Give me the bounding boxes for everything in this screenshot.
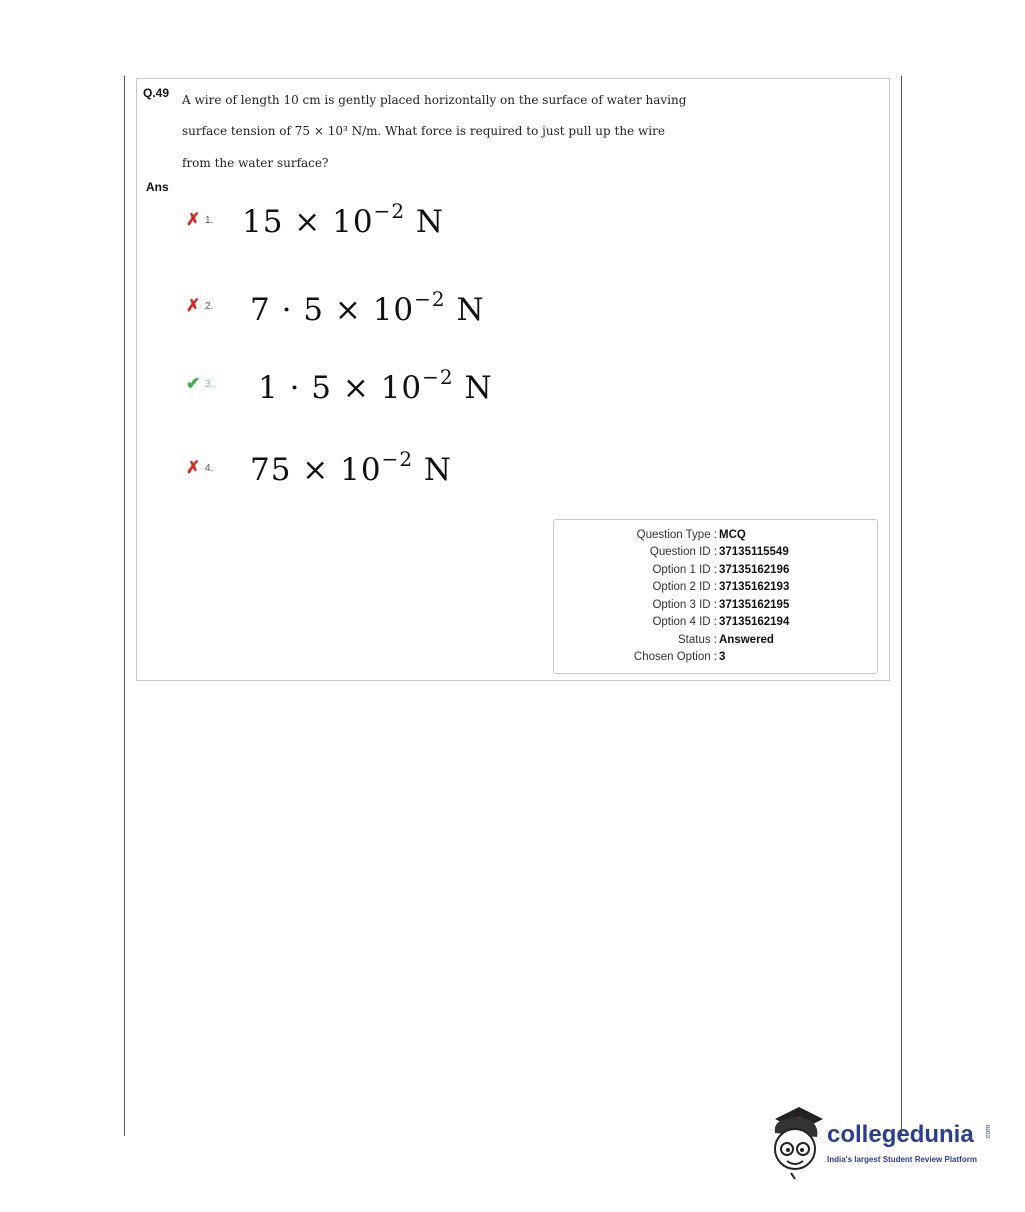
option-number: 3. bbox=[205, 378, 214, 390]
option-2-expression bbox=[250, 287, 485, 328]
info-key: Status : bbox=[678, 634, 717, 646]
option-exponent: −2 bbox=[414, 287, 446, 311]
info-row-option-1-id bbox=[554, 564, 879, 581]
option-exponent: −2 bbox=[422, 365, 454, 389]
info-value: 37135162196 bbox=[719, 564, 790, 576]
info-value: MCQ bbox=[719, 529, 746, 541]
option-unit: N bbox=[445, 292, 485, 328]
info-row-option-2-id bbox=[554, 581, 879, 598]
info-row-status bbox=[554, 634, 879, 651]
option-number: 2. bbox=[205, 300, 214, 312]
option-unit: N bbox=[405, 204, 445, 240]
option-1-expression bbox=[242, 199, 444, 240]
info-value: Answered bbox=[719, 634, 774, 646]
cross-icon: ✗ bbox=[186, 458, 201, 477]
option-mantissa: 7 · 5 × 10 bbox=[250, 292, 415, 328]
brand-suffix: .com bbox=[985, 1124, 993, 1141]
question-info-panel bbox=[553, 519, 878, 674]
info-row-chosen-option bbox=[554, 651, 879, 668]
option-unit: N bbox=[413, 452, 453, 488]
info-value: 37135115549 bbox=[719, 546, 789, 558]
option-mantissa: 75 × 10 bbox=[250, 452, 382, 488]
question-number: Q.49 bbox=[143, 86, 170, 100]
answer-label: Ans bbox=[146, 180, 169, 194]
info-row-question-id bbox=[554, 546, 879, 563]
option-4-marker bbox=[186, 458, 213, 478]
collegedunia-logo bbox=[767, 1103, 997, 1183]
question-text-line-3: from the water surface? bbox=[182, 156, 329, 170]
info-value: 37135162195 bbox=[719, 599, 790, 611]
info-key: Chosen Option : bbox=[633, 651, 717, 663]
option-number: 4. bbox=[205, 462, 214, 474]
option-3-marker bbox=[186, 374, 213, 394]
page-margin-line-left bbox=[124, 76, 125, 1136]
info-row-option-4-id bbox=[554, 616, 879, 633]
info-value: 37135162193 bbox=[719, 581, 790, 593]
info-value: 3 bbox=[719, 651, 726, 663]
option-4-expression bbox=[250, 447, 452, 488]
option-3-expression bbox=[258, 365, 493, 406]
option-mantissa: 1 · 5 × 10 bbox=[258, 370, 423, 406]
page-margin-line-right bbox=[901, 76, 902, 1136]
question-text-line-2: surface tension of 75 × 10³ N/m. What force is required to just pull up the wire bbox=[182, 124, 665, 138]
info-key: Question Type : bbox=[636, 529, 717, 541]
check-icon: ✔ bbox=[186, 374, 201, 393]
option-exponent: −2 bbox=[373, 199, 406, 223]
info-value: 37135162194 bbox=[719, 616, 790, 628]
info-row-option-3-id bbox=[554, 599, 879, 616]
info-row-question-type bbox=[554, 529, 879, 546]
info-key: Option 4 ID : bbox=[652, 616, 717, 628]
mascot-face-icon bbox=[767, 1103, 827, 1183]
option-exponent: −2 bbox=[381, 447, 414, 471]
info-key: Question ID : bbox=[649, 546, 717, 558]
option-2-marker bbox=[186, 296, 213, 316]
info-key: Option 1 ID : bbox=[652, 564, 717, 576]
option-unit: N bbox=[453, 370, 493, 406]
info-key: Option 3 ID : bbox=[652, 599, 717, 611]
brand-tagline: India's largest Student Review Platform bbox=[827, 1155, 977, 1164]
info-key: Option 2 ID : bbox=[652, 581, 717, 593]
brand-name: collegedunia bbox=[827, 1121, 974, 1148]
option-number: 1. bbox=[205, 214, 214, 226]
option-1-marker bbox=[186, 210, 213, 230]
option-mantissa: 15 × 10 bbox=[242, 204, 374, 240]
cross-icon: ✗ bbox=[186, 210, 201, 229]
cross-icon: ✗ bbox=[186, 296, 201, 315]
question-text-line-1: A wire of length 10 cm is gently placed horizontally on the surface of water having bbox=[182, 93, 687, 107]
